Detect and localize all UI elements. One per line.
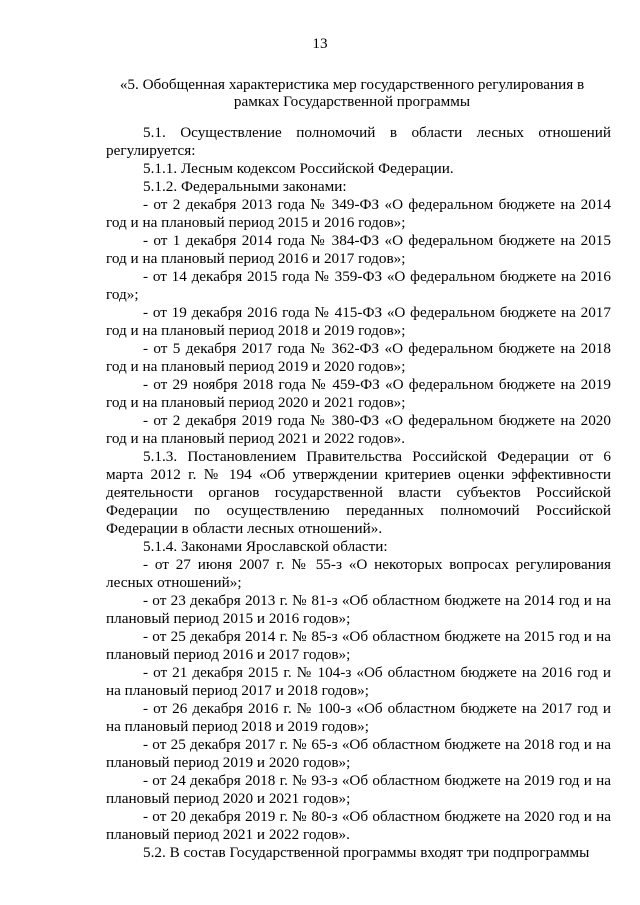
paragraph: - от 21 декабря 2015 г. № 104-з «Об областном бюджете на 2016 год и на плановый период 2017 и 2018 годов»; xyxy=(106,664,611,699)
document-body xyxy=(106,124,611,862)
paragraph: 5.1.4. Законами Ярославской области: xyxy=(143,538,388,555)
paragraph: - от 25 декабря 2017 г. № 65-з «Об областном бюджете на 2018 год и на плановый период 2019 и 2020 годов»; xyxy=(106,736,611,771)
paragraph: - от 2 декабря 2013 года № 349-ФЗ «О федеральном бюджете на 2014 год и на плановый период 2015 и 2016 годов»; xyxy=(106,196,611,231)
paragraph: 5.1.1. Лесным кодексом Российской Федерации. xyxy=(143,160,454,177)
paragraph: 5.1.3. Постановлением Правительства Российской Федерации от 6 марта 2012 г. № 194 «Об утверждении критериев оценки эффективности деятельности органов государственной власти субъектов Российской Федерации по осуществлению переданных полномочий Российской Федерации в области лесных отношений». xyxy=(106,448,611,537)
paragraph: - от 26 декабря 2016 г. № 100-з «Об областном бюджете на 2017 год и на плановый период 2018 и 2019 годов»; xyxy=(106,700,611,735)
paragraph: - от 25 декабря 2014 г. № 85-з «Об областном бюджете на 2015 год и на плановый период 2016 и 2017 годов»; xyxy=(106,628,611,663)
paragraph: - от 14 декабря 2015 года № 359-ФЗ «О федеральном бюджете на 2016 год»; xyxy=(106,268,611,303)
section-heading: «5. Обобщенная характеристика мер государственного регулирования в рамках Государственной программы xyxy=(119,76,585,110)
paragraph: 5.2. В состав Государственной программы входят три подпрограммы xyxy=(143,844,590,861)
paragraph: - от 5 декабря 2017 года № 362-ФЗ «О федеральном бюджете на 2018 год и на плановый период 2019 и 2020 годов»; xyxy=(106,340,611,375)
paragraph: - от 29 ноября 2018 года № 459-ФЗ «О федеральном бюджете на 2019 год и на плановый период 2020 и 2021 годов»; xyxy=(106,376,611,411)
paragraph: - от 27 июня 2007 г. № 55-з «О некоторых вопросах регулирования лесных отношений»; xyxy=(106,556,611,591)
paragraph: - от 2 декабря 2019 года № 380-ФЗ «О федеральном бюджете на 2020 год и на плановый период 2021 и 2022 годов». xyxy=(106,412,611,447)
paragraph: - от 24 декабря 2018 г. № 93-з «Об областном бюджете на 2019 год и на плановый период 2020 и 2021 годов»; xyxy=(106,772,611,807)
paragraph: 5.1.2. Федеральными законами: xyxy=(143,178,347,195)
paragraph: - от 20 декабря 2019 г. № 80-з «Об областном бюджете на 2020 год и на плановый период 2021 и 2022 годов». xyxy=(106,808,611,843)
paragraph: 5.1. Осуществление полномочий в области лесных отношений регулируется: xyxy=(106,124,611,159)
paragraph: - от 23 декабря 2013 г. № 81-з «Об областном бюджете на 2014 год и на плановый период 2015 и 2016 годов»; xyxy=(106,592,611,627)
page-number: 13 xyxy=(312,35,328,52)
paragraph: - от 19 декабря 2016 года № 415-ФЗ «О федеральном бюджете на 2017 год и на плановый период 2018 и 2019 годов»; xyxy=(106,304,611,339)
paragraph: - от 1 декабря 2014 года № 384-ФЗ «О федеральном бюджете на 2015 год и на плановый период 2016 и 2017 годов»; xyxy=(106,232,611,267)
